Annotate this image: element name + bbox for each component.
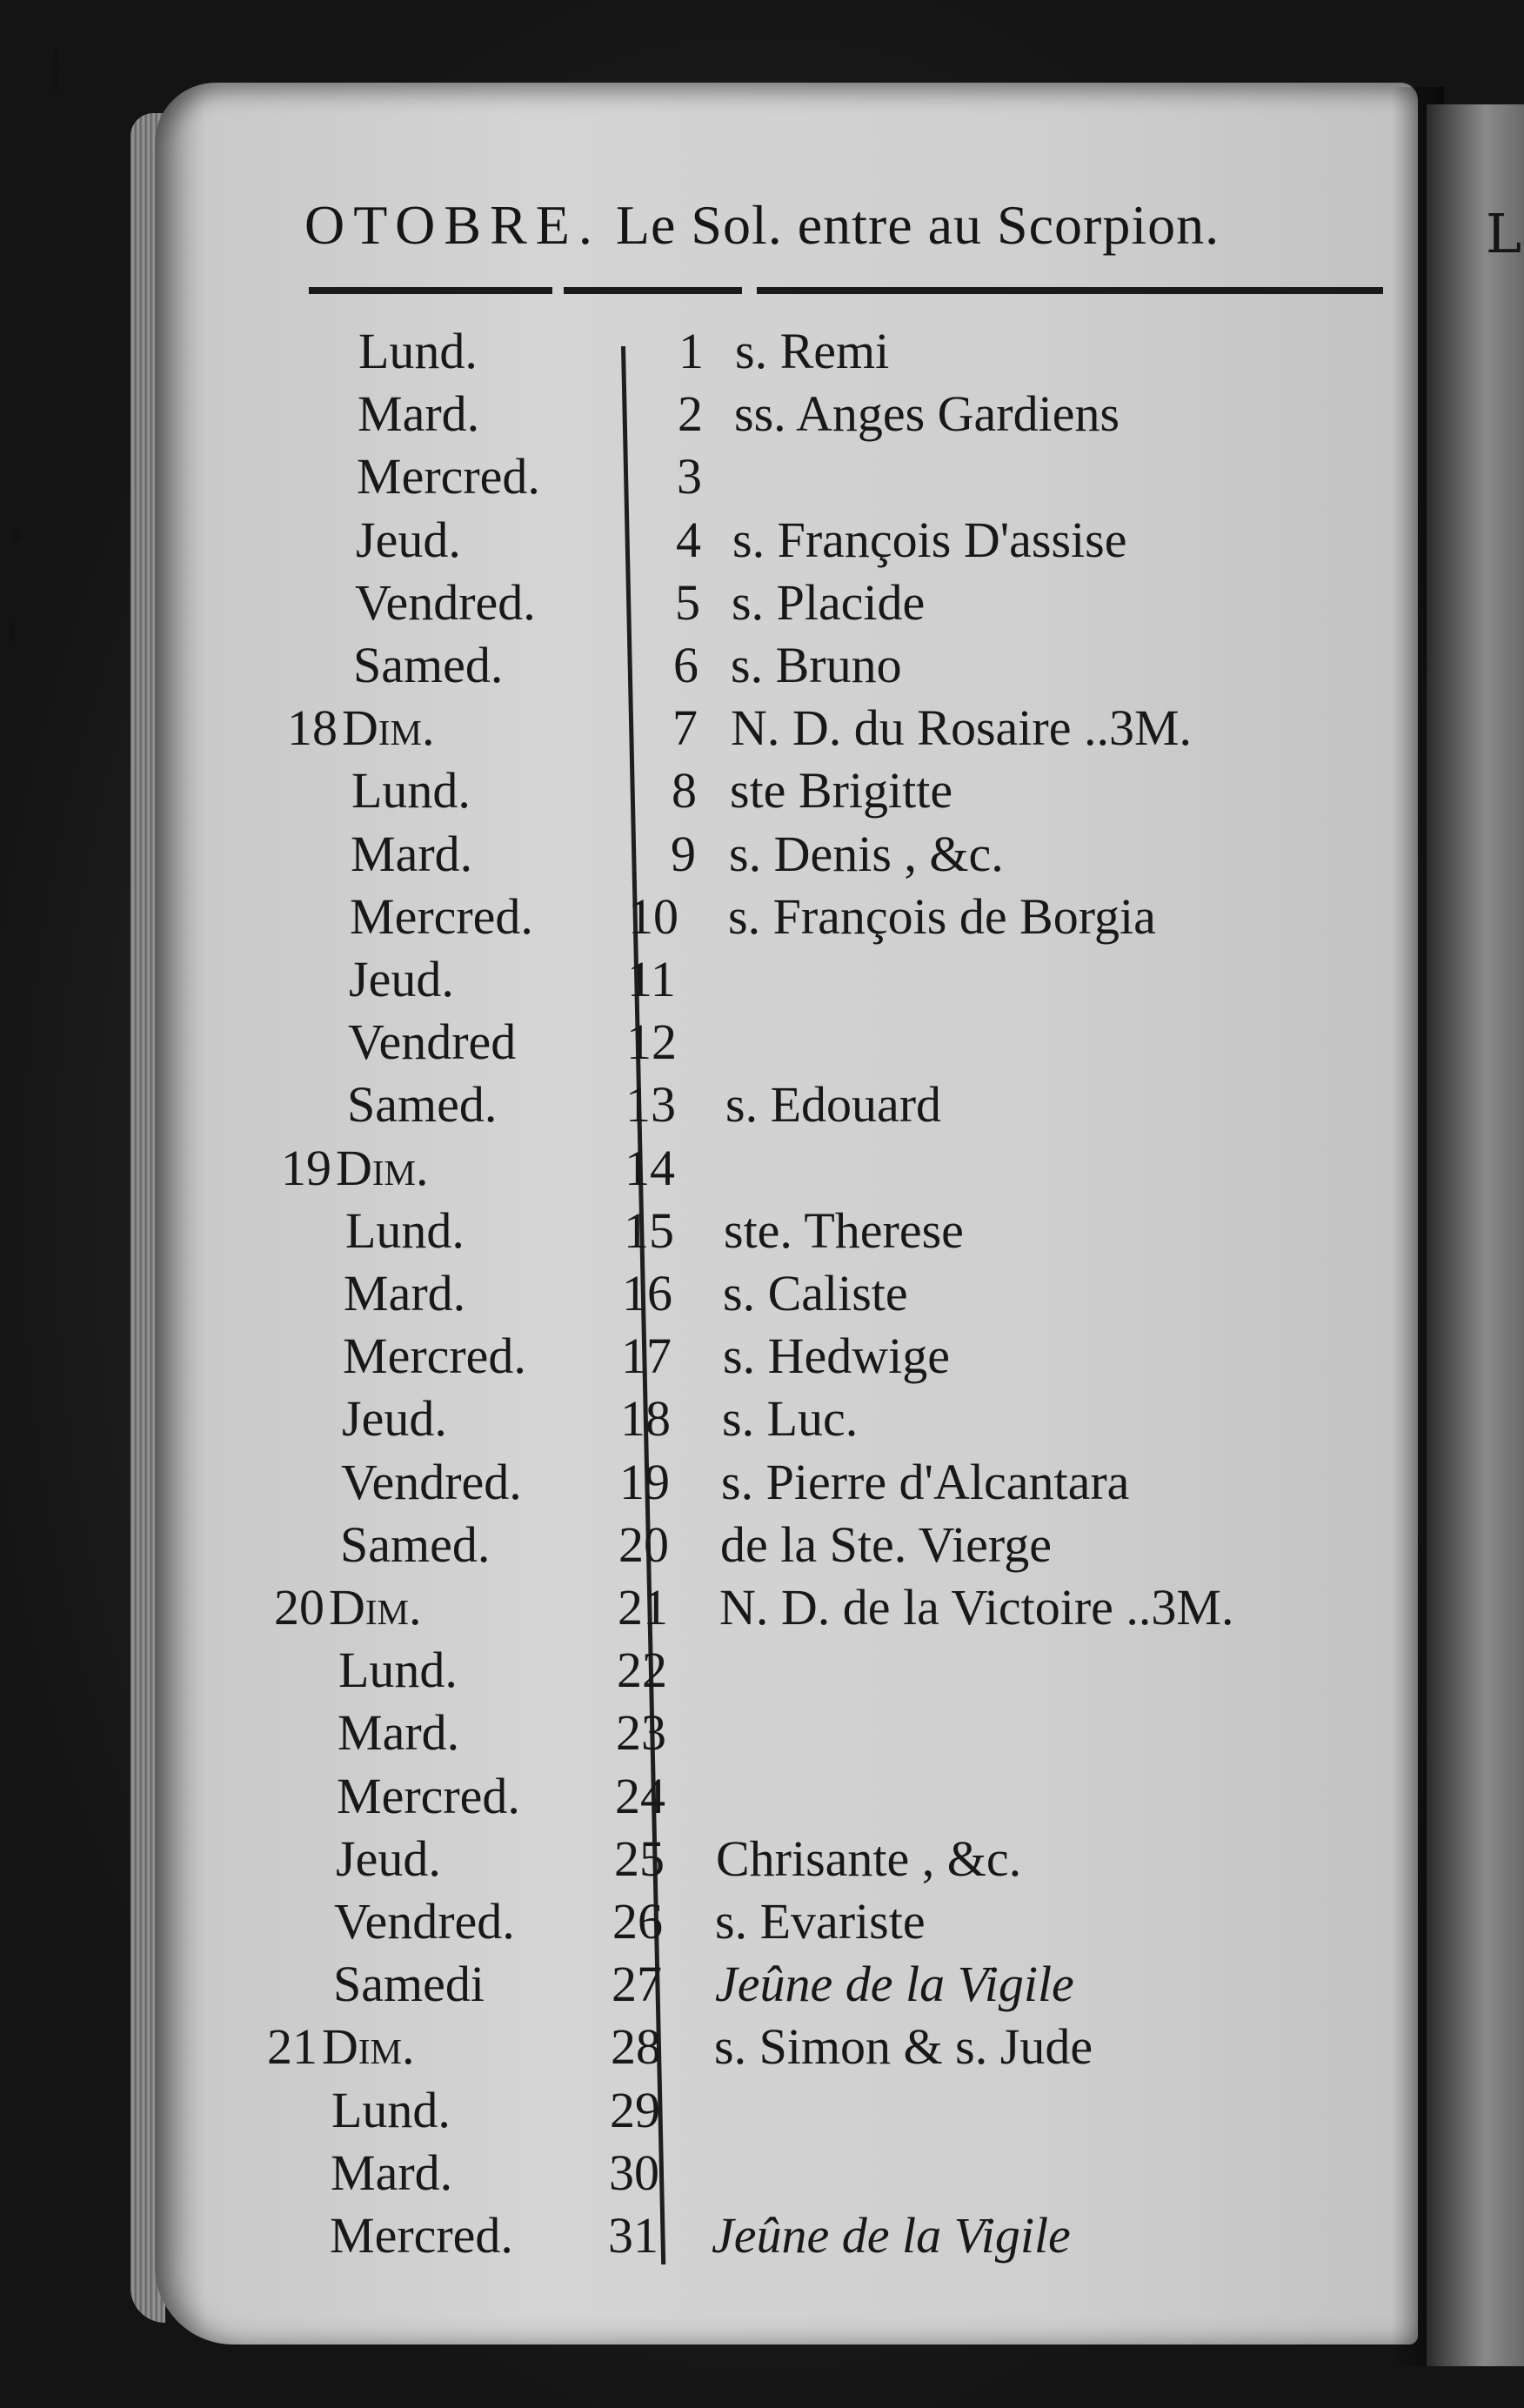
saint-entry: Jeûne de la Vigile (715, 1956, 1074, 2013)
day-number: 2 (678, 385, 703, 443)
saint-entry: s. Denis , &c. (729, 825, 1004, 882)
saint-entry: s. Evariste (715, 1893, 926, 1950)
day-number: 10 (628, 887, 678, 945)
weekday-label: Lund. (358, 323, 478, 379)
header-rule-left (309, 287, 552, 294)
week-number (238, 2081, 317, 2144)
saint-entry: s. Bruno (731, 637, 902, 693)
day-number: 18 (620, 1390, 671, 1448)
week-number (264, 447, 342, 510)
day-number: 6 (673, 637, 698, 693)
weekday-label: Vendred. (334, 1893, 515, 1950)
week-number (258, 761, 337, 824)
weekday-label: Lund. (345, 1201, 465, 1259)
week-number: 19 (281, 1139, 331, 1196)
weekday-label: Dim. (336, 1139, 429, 1196)
weekday-label: Vendred (348, 1013, 517, 1071)
day-number: 8 (672, 762, 697, 819)
saint-entry: s. Luc. (722, 1390, 859, 1448)
week-number (240, 1955, 318, 2017)
weekday-label: Jeud. (356, 511, 461, 568)
weekday-label: Dim. (322, 2018, 415, 2076)
week-number (237, 2206, 315, 2269)
weekday-label: Mard. (351, 825, 473, 882)
day-number: 22 (617, 1642, 667, 1699)
weekday-label: Mard. (331, 2144, 453, 2201)
day-number: 21 (618, 1579, 668, 1635)
saint-entry: de la Ste. Vierge (720, 1515, 1052, 1573)
day-number: 17 (621, 1328, 672, 1385)
week-number (247, 1515, 325, 1578)
weekday-label: Dim. (329, 1579, 422, 1635)
weekday-label: Mard. (338, 1704, 460, 1762)
saint-entry: ste Brigitte (730, 762, 953, 819)
day-number: 24 (615, 1767, 665, 1824)
weekday-label: Samed. (347, 1076, 498, 1134)
week-number (260, 636, 338, 699)
week-number: 21 (267, 2018, 318, 2076)
day-number: 4 (676, 511, 701, 568)
day-number: 11 (627, 951, 676, 1007)
weekday-label: Jeud. (342, 1390, 447, 1448)
weekday-label: Mercred. (330, 2207, 513, 2264)
day-number: 1 (678, 323, 704, 379)
day-number: 28 (611, 2018, 661, 2076)
day-number: 15 (624, 1201, 674, 1259)
week-number (244, 1703, 323, 1766)
day-number: 14 (625, 1139, 675, 1196)
weekday-label: Mercred. (343, 1328, 526, 1385)
day-number: 23 (616, 1704, 666, 1762)
weekday-label: Samed. (353, 637, 504, 693)
week-number (241, 1892, 319, 1955)
weekday-label: Mercred. (350, 887, 533, 945)
saint-entry: s. Hedwige (723, 1328, 950, 1385)
weekday-label: Mard. (344, 1265, 466, 1321)
day-number: 25 (614, 1829, 665, 1887)
saint-entry: s. Remi (735, 323, 890, 379)
next-page-strip (1427, 104, 1524, 2366)
week-number (245, 1641, 324, 1703)
week-number (264, 385, 343, 447)
week-number (256, 950, 334, 1013)
saint-entry: Chrisante , &c. (716, 1829, 1022, 1887)
weekday-label: Mercred. (357, 448, 540, 505)
page-header (304, 193, 1392, 258)
day-number: 5 (675, 573, 700, 631)
day-number: 16 (622, 1265, 672, 1321)
weekday-label: Mercred. (337, 1767, 520, 1824)
weekday-label: Lund. (338, 1642, 458, 1699)
scan-speck (52, 48, 59, 91)
saint-entry: s. François de Borgia (728, 887, 1156, 945)
week-number (263, 511, 341, 573)
weekday-label: Jeud. (349, 951, 454, 1007)
saint-entry: ste. Therese (724, 1201, 964, 1259)
day-number: 19 (619, 1453, 670, 1510)
weekday-label: Lund. (331, 2081, 451, 2138)
day-number: 13 (625, 1076, 676, 1134)
week-number: 20 (274, 1579, 324, 1635)
weekday-label: Samed. (340, 1515, 491, 1573)
week-number (244, 1767, 322, 1829)
week-number (249, 1389, 327, 1452)
day-number: 12 (626, 1013, 677, 1071)
weekday-label: Mard. (358, 385, 480, 443)
saint-entry: s. Simon & s. Jude (714, 2018, 1093, 2076)
scan-speck (9, 622, 16, 641)
weekday-label: Vendred. (341, 1453, 522, 1510)
saint-entry: s. François D'assise (732, 511, 1127, 568)
day-number: 7 (672, 699, 698, 757)
week-number (237, 2144, 316, 2206)
week-number (252, 1201, 331, 1264)
week-number (265, 322, 344, 385)
week-number (257, 825, 336, 887)
header-rule-middle (564, 287, 742, 294)
header-rule-right (757, 287, 1383, 294)
saint-entry: s. Edouard (725, 1076, 942, 1134)
week-number (248, 1453, 326, 1515)
day-number: 31 (608, 2207, 658, 2264)
week-number (254, 1075, 332, 1138)
month-title: OTOBRE. (304, 194, 601, 256)
next-page-fragment: L (1486, 202, 1522, 265)
week-number (243, 1829, 321, 1892)
weekday-label: Vendred. (355, 573, 536, 631)
weekday-label: Dim. (342, 699, 435, 757)
day-number: 3 (677, 448, 702, 505)
weekday-label: Jeud. (336, 1829, 441, 1887)
saint-entry: s. Placide (732, 573, 926, 631)
scan-speck (12, 529, 21, 541)
day-number: 29 (610, 2081, 660, 2138)
saint-entry: ss. Anges Gardiens (734, 385, 1120, 443)
week-number (251, 1264, 329, 1327)
saint-entry: Jeûne de la Vigile (712, 2207, 1071, 2264)
day-number: 20 (618, 1515, 669, 1573)
week-number: 18 (287, 699, 338, 757)
week-number (255, 1013, 333, 1075)
day-number: 9 (671, 825, 696, 882)
day-number: 30 (609, 2144, 659, 2201)
weekday-label: Lund. (351, 762, 471, 819)
day-number: 26 (612, 1893, 663, 1950)
day-number: 27 (612, 1956, 662, 2013)
saint-entry: s. Caliste (723, 1265, 908, 1321)
saint-entry: s. Pierre d'Alcantara (721, 1453, 1130, 1510)
week-number (262, 573, 340, 636)
saint-entry: N. D. du Rosaire ..3M. (731, 699, 1193, 757)
weekday-label: Samedi (333, 1956, 485, 2013)
saint-entry: N. D. de la Victoire ..3M. (719, 1579, 1234, 1635)
week-number (257, 887, 335, 950)
header-text: Le Sol. entre au Scorpion. (615, 194, 1220, 256)
week-number (250, 1327, 328, 1389)
